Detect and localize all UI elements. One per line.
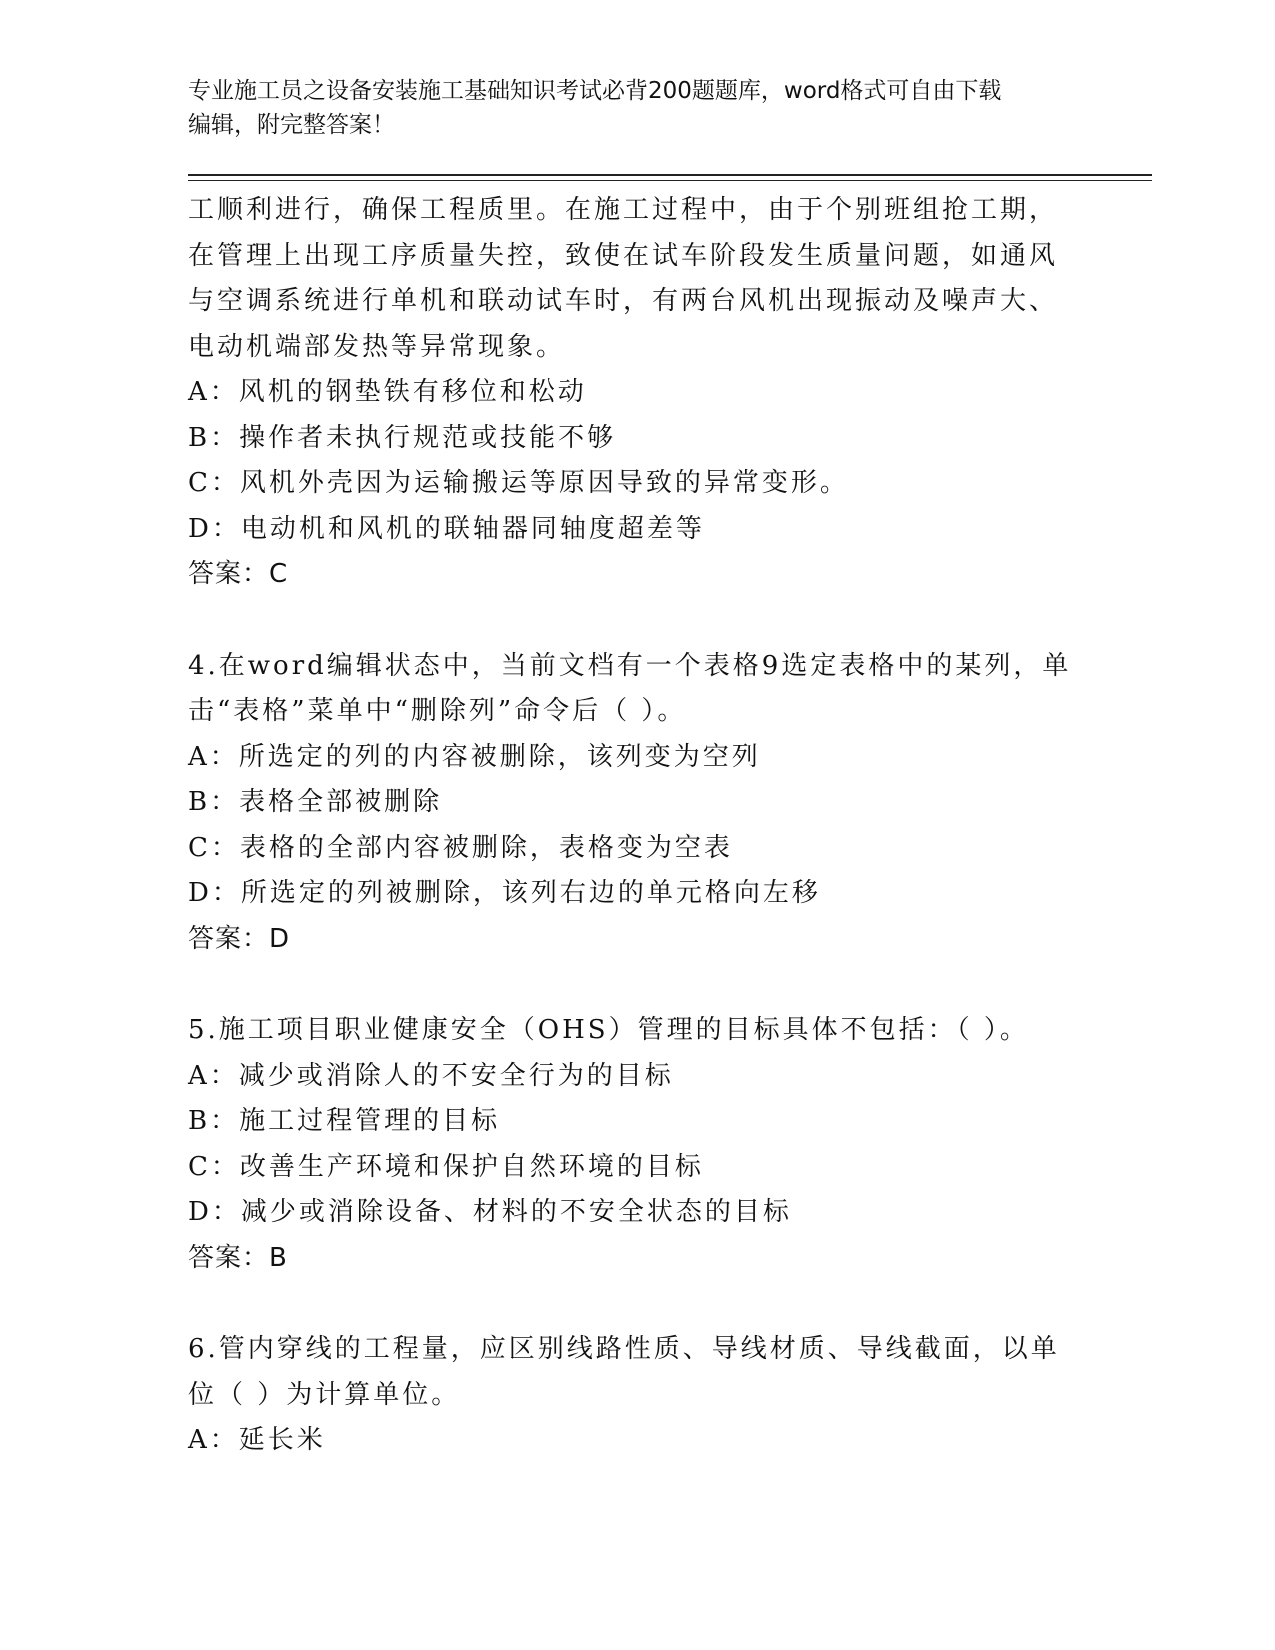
page-header xyxy=(188,74,1088,142)
document-body xyxy=(188,188,1088,1464)
option-d: D：电动机和风机的联轴器同轴度超差等 xyxy=(188,513,705,544)
option-c: C：改善生产环境和保护自然环境的目标 xyxy=(188,1151,704,1182)
answer-line: 答案：B xyxy=(188,1242,288,1273)
question-stem-line: 电动机端部发热等异常现象。 xyxy=(188,331,566,362)
question-stem-line: 与空调系统进行单机和联动试车时，有两台风机出现振动及噪声大、 xyxy=(188,286,1059,316)
question-stem-line: 工顺利进行，确保工程质里。在施工过程中，由于个别班组抢工期， xyxy=(188,195,1059,225)
question-4 xyxy=(188,644,1088,963)
option-b: B：操作者未执行规范或技能不够 xyxy=(188,422,617,453)
spacer xyxy=(188,1281,1088,1327)
question-5 xyxy=(188,1008,1088,1281)
spacer xyxy=(188,598,1088,644)
option-c: C：风机外壳因为运输搬运等原因导致的异常变形。 xyxy=(188,468,849,498)
option-c: C：表格的全部内容被删除，表格变为空表 xyxy=(188,832,733,863)
option-a: A：减少或消除人的不安全行为的目标 xyxy=(188,1060,674,1091)
option-d: D：所选定的列被删除，该列右边的单元格向左移 xyxy=(188,878,821,908)
option-b: B：施工过程管理的目标 xyxy=(188,1106,501,1136)
question-stem-line: 击“表格”菜单中“删除列”命令后（ ）。 xyxy=(188,696,687,726)
question-stem-line: 5.施工项目职业健康安全（OHS）管理的目标具体不包括：（ ）。 xyxy=(188,1015,1029,1045)
option-a: A：所选定的列的内容被删除，该列变为空列 xyxy=(188,741,761,772)
question-6 xyxy=(188,1327,1088,1464)
option-d: D：减少或消除设备、材料的不安全状态的目标 xyxy=(188,1197,792,1227)
option-a: A：延长米 xyxy=(188,1425,326,1455)
question-stem-line: 6.管内穿线的工程量，应区别线路性质、导线材质、导线截面，以单 xyxy=(188,1334,1060,1364)
header-rule-thin xyxy=(188,180,1152,181)
question-stem-line: 4.在word编辑状态中，当前文档有一个表格9选定表格中的某列，单 xyxy=(188,650,1072,681)
answer-line: 答案：D xyxy=(188,923,291,954)
question-continued xyxy=(188,188,1088,598)
option-b: B：表格全部被删除 xyxy=(188,787,443,817)
spacer xyxy=(188,962,1088,1008)
answer-line: 答案：C xyxy=(188,559,289,589)
header-title-line-1: 专业施工员之设备安装施工基础知识考试必背200题题库，word格式可自由下载 xyxy=(188,78,1002,104)
option-a: A：风机的钢垫铁有移位和松动 xyxy=(188,377,587,407)
question-stem-line: 在管理上出现工序质量失控，致使在试车阶段发生质量问题，如通风 xyxy=(188,240,1059,271)
question-stem-line: 位（ ）为计算单位。 xyxy=(188,1379,461,1410)
header-rule-thick xyxy=(188,174,1152,176)
header-title-line-2: 编辑，附完整答案！ xyxy=(188,112,395,138)
